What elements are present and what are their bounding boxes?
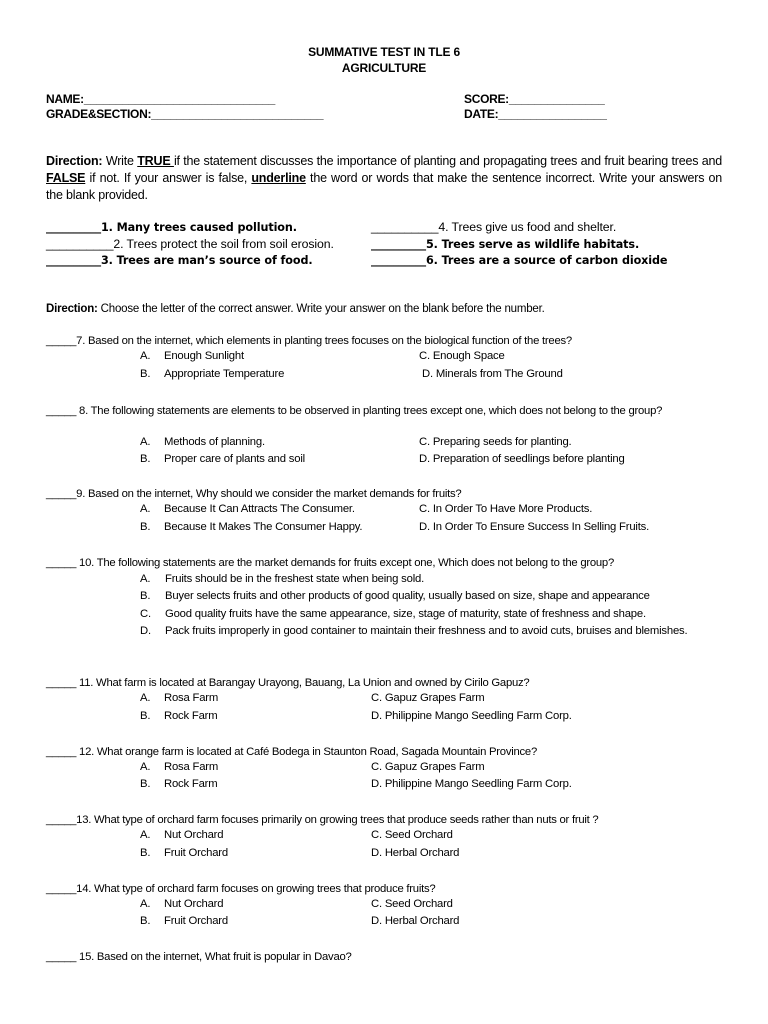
option-text: Fruit Orchard [164,847,228,859]
q14-option-d: D. Herbal Orchard [371,915,460,927]
date-field-label: DATE:_________________ [464,107,607,121]
tf-item-3: __________3. Trees are man’s source of food. [46,254,313,267]
direction-label: Direction: [46,154,103,168]
direction-text: the word or words that make the sentence incorrect. Write your answers on the blank provided. [46,171,722,202]
option-text: Buyer selects fruits and other products of good quality, usually based on size, shape and appearance [165,590,650,602]
q8-option-c: C. Preparing seeds for planting. [419,436,572,448]
q8-option-b [140,453,305,465]
q7-option-b [140,368,284,380]
option-letter: A. [140,503,151,515]
q12-option-c: C. Gapuz Grapes Farm [371,761,485,773]
option-letter: B. [140,847,151,859]
option-text: Because It Can Attracts The Consumer. [164,503,355,515]
score-field-label: SCORE:_______________ [464,92,605,106]
q12-option-b [140,778,217,790]
option-text: Nut Orchard [164,829,224,841]
option-letter: B. [140,710,151,722]
question-12: _____ 12. What orange farm is located at Café Bodega in Staunton Road, Sagada Mountain Province? [46,746,537,758]
q12-option-a [140,761,218,773]
option-letter: B. [140,590,151,602]
option-letter: C. [140,608,151,620]
q13-option-a [140,829,223,841]
q13-option-d: D. Herbal Orchard [371,847,460,859]
q10-option-c [140,606,722,624]
option-letter: A. [140,829,151,841]
tf-item-1: __________1. Many trees caused pollution. [46,221,297,234]
option-letter: D. [140,625,151,637]
option-letter: A. [140,898,151,910]
q7-option-c: C. Enough Space [419,350,505,362]
part2-direction [46,303,722,315]
question-15: _____ 15. Based on the internet, What fruit is popular in Davao? [46,951,352,963]
tf-item-5: __________5. Trees serve as wildlife habitats. [371,238,640,251]
q14-option-a [140,898,223,910]
option-text: Nut Orchard [164,898,224,910]
q14-option-b [140,915,228,927]
option-letter: A. [140,436,151,448]
q11-option-b [140,710,217,722]
option-letter: A. [140,761,151,773]
q7-option-a [140,350,244,362]
option-letter: A. [140,350,151,362]
option-text: Rock Farm [164,710,218,722]
question-13: _____13. What type of orchard farm focuses primarily on growing trees that produce seeds rather than nuts or fruit ? [46,814,599,826]
q13-option-b [140,847,228,859]
tf-item-2: __________2. Trees protect the soil from soil erosion. [46,237,334,251]
underline-keyword: underline [251,171,306,185]
q11-option-d: D. Philippine Mango Seedling Farm Corp. [371,710,572,722]
q10-option-d [140,623,722,641]
q7-option-d: D. Minerals from The Ground [422,368,563,380]
q8-option-d: D. Preparation of seedlings before planting [419,453,625,465]
tf-item-6: __________6. Trees are a source of carbon dioxide [371,254,668,267]
option-text: Rosa Farm [164,761,219,773]
q9-option-c: C. In Order To Have More Products. [419,503,593,515]
option-text: Because It Makes The Consumer Happy. [164,521,363,533]
question-10: _____ 10. The following statements are the market demands for fruits except one, Which does not belong to the group? [46,557,615,569]
q9-option-d: D. In Order To Ensure Success In Selling Fruits. [419,521,650,533]
grade-section-field-label: GRADE&SECTION:___________________________ [46,107,324,121]
q14-option-c: C. Seed Orchard [371,898,453,910]
page-subtitle: AGRICULTURE [341,61,427,75]
false-keyword: FALSE [46,171,86,185]
question-9: _____9. Based on the internet, Why should we consider the market demands for fruits? [46,488,462,500]
option-letter: B. [140,778,151,790]
direction-text: Write [102,154,138,168]
option-text: Pack fruits improperly in good container to maintain their freshness and to avoid cuts, bruises and blemishes. [165,625,688,637]
direction-text: Choose the letter of the correct answer. Write your answer on the blank before the number. [97,303,545,315]
question-8: _____ 8. The following statements are elements to be observed in planting trees except one, which does not belong to the group? [46,405,663,417]
option-text: Fruits should be in the freshest state when being sold. [165,573,425,585]
direction-text: if the statement discusses the importance of planting and propagating trees and fruit bearing trees and [173,154,722,168]
page-title: SUMMATIVE TEST IN TLE 6 [308,45,460,59]
q12-option-d: D. Philippine Mango Seedling Farm Corp. [371,778,572,790]
option-text: Rosa Farm [164,692,219,704]
option-letter: B. [140,521,151,533]
option-text: Fruit Orchard [164,915,228,927]
tf-item-4: __________4. Trees give us food and shelter. [371,220,617,234]
q11-option-c: C. Gapuz Grapes Farm [371,692,485,704]
question-14: _____14. What type of orchard farm focuses on growing trees that produce fruits? [46,883,436,895]
part1-direction [46,153,722,204]
question-11: _____ 11. What farm is located at Barangay Urayong, Bauang, La Union and owned by Cirilo Gapuz? [46,677,530,689]
q8-option-a [140,436,265,448]
q13-option-c: C. Seed Orchard [371,829,453,841]
q9-option-b [140,521,362,533]
name-field-label: NAME:______________________________ [46,92,276,106]
option-letter: B. [140,368,151,380]
option-letter: B. [140,915,151,927]
option-letter: A. [140,573,151,585]
option-letter: B. [140,453,151,465]
true-keyword: TRUE [137,154,174,168]
option-text: Proper care of plants and soil [164,453,305,465]
q9-option-a [140,503,355,515]
option-letter: A. [140,692,151,704]
option-text: Enough Sunlight [164,350,244,362]
option-text: Good quality fruits have the same appearance, size, stage of maturity, state of freshness and shape. [165,608,646,620]
direction-label: Direction: [46,303,98,315]
q10-option-b [140,588,722,606]
option-text: Rock Farm [164,778,218,790]
q11-option-a [140,692,218,704]
question-7: _____7. Based on the internet, which elements in planting trees focuses on the biological function of the trees? [46,335,572,347]
q10-option-a [140,571,722,589]
direction-text: if not. If your answer is false, [85,171,252,185]
option-text: Methods of planning. [164,436,265,448]
option-text: Appropriate Temperature [164,368,285,380]
